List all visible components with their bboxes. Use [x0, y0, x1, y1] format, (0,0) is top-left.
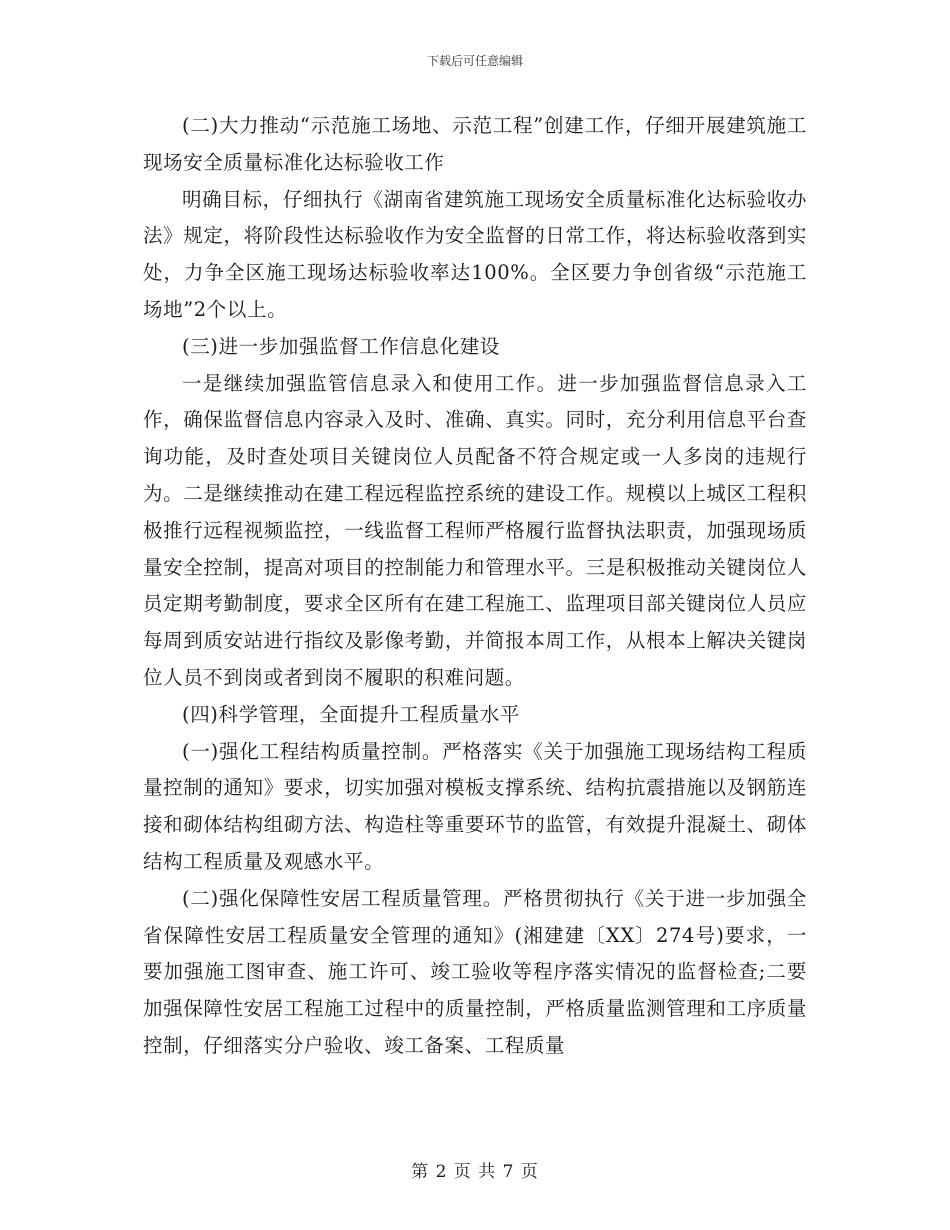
section-heading-3: (三)进一步加强监督工作信息化建设 — [182, 334, 500, 358]
section-heading-2: (二)大力推动“示范施工场地、示范工程”创建工作，仔细开展建筑施工现场安全质量标准化达标验收工作 — [143, 114, 807, 174]
page-number: 第 2 页 共 7 页 — [411, 1162, 539, 1182]
body-paragraph: (二)强化保障性安居工程质量管理。严格贯彻执行《关于进一步加强全省保障性安居工程质量安全管理的通知》(湘建建〔XX〕274号)要求，一要加强施工图审查、施工许可、竣工验收等程序落实情况的监督检查;二要加强保障性安居工程施工过程中的质量控制，严格质量监测管理和工序质量控制，仔细落实分户验收、竣工备案、工程质量 — [143, 886, 807, 1057]
section-heading-4: (四)科学管理，全面提升工程质量水平 — [182, 702, 521, 726]
body-paragraph: 明确目标，仔细执行《湖南省建筑施工现场安全质量标准化达标验收办法》规定，将阶段性达标验收作为安全监督的日常工作，将达标验收落到实处，力争全区施工现场达标验收率达100%。全区要力争创省级“示范施工场地”2个以上。 — [143, 187, 807, 321]
document-body — [143, 108, 807, 1065]
page-header-note: 下载后可任意编辑 — [426, 54, 523, 68]
body-paragraph: (一)强化工程结构质量控制。严格落实《关于加强施工现场结构工程质量控制的通知》要求，切实加强对模板支撑系统、结构抗震措施以及钢筋连接和砌体结构组砌方法、构造柱等重要环节的监管，有效提升混凝土、砌体结构工程质量及观感水平。 — [143, 739, 807, 873]
body-paragraph: 一是继续加强监管信息录入和使用工作。进一步加强监督信息录入工作，确保监督信息内容录入及时、准确、真实。同时，充分利用信息平台查询功能，及时查处项目关键岗位人员配备不符合规定或一人多岗的违规行为。二是继续推动在建工程远程监控系统的建设工作。规模以上城区工程积极推行远程视频监控，一线监督工程师严格履行监督执法职责，加强现场质量安全控制，提高对项目的控制能力和管理水平。三是积极推动关键岗位人员定期考勤制度，要求全区所有在建工程施工、监理项目部关键岗位人员应每周到质安站进行指纹及影像考勤，并简报本周工作，从根本上解决关键岗位人员不到岗或者到岗不履职的积难问题。 — [143, 371, 807, 689]
